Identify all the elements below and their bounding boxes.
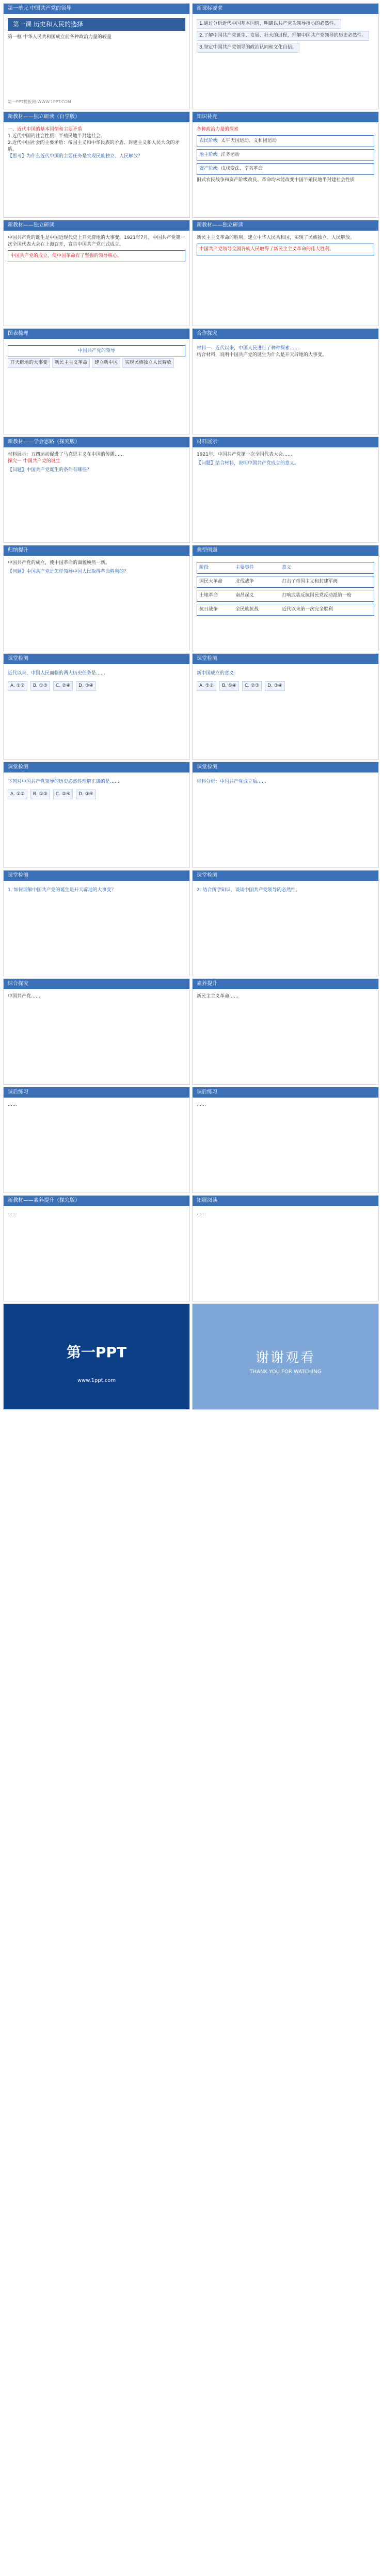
slide[interactable] [193, 979, 378, 1084]
cell: 资产阶级 [199, 166, 218, 171]
slide-header: 合作探究 [193, 329, 378, 339]
question-text: 新中国成立的意义： [197, 671, 239, 676]
slide[interactable] [193, 112, 378, 217]
cell: 土地革命 [199, 593, 218, 598]
slide-header: 知识补充 [193, 112, 378, 122]
slide-body [4, 447, 189, 478]
objective-item: 3.坚定中国共产党领导的政治认同和文化自信。 [197, 43, 299, 53]
slide[interactable] [4, 220, 189, 326]
slide-body [4, 1206, 189, 1221]
question-text: 材料分析：中国共产党成立后…… [197, 779, 267, 784]
objective-item: 2.了解中国共产党诞生、发展、壮大的过程，理解中国共产党领导的历史必然性。 [197, 31, 369, 41]
slide[interactable] [193, 437, 378, 542]
slide-body [4, 339, 189, 373]
slide-header: 新教材——独立研读 [4, 220, 189, 231]
option-item[interactable]: B. ①③ [30, 681, 50, 691]
slide-body [193, 14, 378, 58]
slide-text: …… [197, 1102, 206, 1107]
question-text: 2. 结合所学知识，谈谈中国共产党领导的必然性。 [197, 888, 300, 893]
table-row [197, 163, 374, 175]
slide[interactable] [4, 979, 189, 1084]
task-text: 结合材料，说明中国共产党的诞生为什么是开天辟地的大事变。 [197, 352, 327, 358]
table-row [197, 135, 374, 147]
slide-footer: 第一PPT模板网-WWW.1PPT.COM [8, 100, 71, 104]
table-row [197, 576, 374, 588]
question-text: 【问题】中国共产党是怎样领导中国人民取得革命胜利的？ [8, 569, 129, 574]
options [8, 680, 185, 692]
slide-text: 中国共产党的成立，使中国革命的面貌焕然一新。 [8, 560, 110, 566]
slide-body [193, 231, 378, 260]
slide-body [193, 556, 378, 620]
slide-body [4, 1304, 189, 1312]
slide-body [4, 1098, 189, 1113]
option-item[interactable]: B. ①③ [30, 790, 50, 799]
cell: 农民阶级 [199, 138, 218, 143]
cell: 阶段 [199, 565, 209, 570]
slide-body [4, 881, 189, 898]
slide-center-sub: www.1ppt.com [77, 1377, 116, 1383]
slide-body [193, 122, 378, 188]
slide[interactable] [4, 871, 189, 976]
slide[interactable] [193, 762, 378, 867]
slide-header: 典型例题 [193, 545, 378, 556]
option-item[interactable]: C. ②④ [53, 790, 73, 799]
cell: 近代以来第一次完全胜利 [282, 607, 333, 612]
slide[interactable] [4, 4, 189, 109]
cell: 洋务运动 [221, 152, 240, 157]
slide[interactable] [193, 329, 378, 434]
highlight-text: 中国共产党的成立，使中国革命有了坚强的领导核心。 [8, 250, 185, 262]
slide-center-title: 谢谢观看 [255, 1350, 316, 1366]
slide[interactable] [4, 545, 189, 651]
section-title: 一、近代中国的基本国情和主要矛盾 [8, 127, 83, 132]
slide[interactable] [193, 1196, 378, 1301]
cell: 国民大革命 [199, 579, 223, 584]
slide[interactable] [4, 1196, 189, 1301]
slide-body [193, 339, 378, 363]
slide-body [4, 14, 189, 45]
slide-text: 新民主主义革命…… [197, 994, 239, 999]
question-text: 【问题】中国共产党诞生的条件有哪些？ [8, 468, 92, 473]
slide-body [193, 664, 378, 696]
option-item[interactable]: D. ③④ [265, 681, 285, 691]
options [8, 788, 185, 800]
highlight-text: 中国共产党领导全国各族人民取得了新民主主义革命的伟大胜利。 [197, 244, 374, 255]
cell: 戊戌变法、辛亥革命 [221, 166, 263, 171]
slide-header: 课堂检测 [193, 654, 378, 664]
slide-center-sub: THANK YOU FOR WATCHING [249, 1369, 322, 1375]
slide-header: 课堂检测 [193, 871, 378, 881]
mindmap-branch: 新民主主义革命 [52, 358, 90, 368]
cell: 地主阶级 [199, 152, 218, 157]
option-item[interactable]: C. ②④ [53, 681, 73, 691]
caption: 旧式农民战争和资产阶级改良、革命均未能改变中国半殖民地半封建社会性质 [197, 178, 355, 183]
option-item[interactable]: C. ②③ [242, 681, 262, 691]
question-text: 【问题】结合材料，说明中国共产党成立的意义。 [197, 461, 299, 466]
slide-body [4, 231, 189, 266]
slide-body [193, 447, 378, 471]
slide[interactable] [4, 654, 189, 759]
question-text: 材料一：近代以来，中国人民进行了种种探索…… [197, 346, 299, 351]
slide-text: …… [8, 1102, 17, 1107]
slide-header: 课堂检测 [193, 762, 378, 772]
slide[interactable] [193, 654, 378, 759]
slide-header: 课堂检测 [4, 654, 189, 664]
slide[interactable] [4, 112, 189, 217]
mindmap-center: 中国共产党的领导 [8, 345, 185, 357]
slide[interactable] [4, 437, 189, 542]
slide-body [193, 881, 378, 898]
slide-text: …… [8, 1211, 17, 1216]
option-item[interactable]: A. ①② [197, 681, 216, 691]
table-title: 各种政治力量的探索 [197, 127, 239, 132]
slide-header: 拓展阅读 [193, 1196, 378, 1206]
table-row [197, 149, 374, 161]
slide-title: 第一课 历史和人民的选择 [8, 18, 185, 31]
slide[interactable] [4, 329, 189, 434]
objective-item: 1.通过分析近代中国基本国情，明确以共产党为领导核心的必然性。 [197, 19, 341, 29]
cell: 抗日战争 [199, 607, 218, 612]
slide-body [4, 772, 189, 804]
slide[interactable] [4, 762, 189, 867]
slide-body [193, 1304, 378, 1312]
option-item[interactable]: A. ①② [8, 681, 27, 691]
cell: 南昌起义 [235, 593, 254, 598]
slide[interactable] [193, 871, 378, 976]
slide[interactable] [193, 1087, 378, 1193]
slide-text: …… [197, 1211, 206, 1216]
slide[interactable] [193, 220, 378, 326]
slide-header: 图表梳理 [4, 329, 189, 339]
slide[interactable] [193, 4, 378, 109]
slide-text: 1921年，中国共产党第一次全国代表大会…… [197, 452, 292, 457]
slide-header: 新课标要求 [193, 4, 378, 14]
options [197, 680, 374, 692]
slide[interactable] [193, 1304, 378, 1409]
slide-header: 新教材——学会思路（探究版） [4, 437, 189, 447]
slide[interactable] [4, 1087, 189, 1193]
slide-subtitle: 第一框 中华人民共和国成立前各种政治力量的较量 [8, 35, 112, 40]
slide-header: 第一单元 中国共产党的领导 [4, 4, 189, 14]
slide-text: 中国共产党…… [8, 994, 41, 999]
cell: 北伐战争 [235, 579, 254, 584]
option-item[interactable]: D. ③④ [76, 790, 96, 799]
topic-title: 探究一 中国共产党的诞生 [8, 459, 60, 464]
slide[interactable] [193, 545, 378, 651]
question-text: 1. 如何理解中国共产党的诞生是开天辟地的大事变？ [8, 888, 116, 893]
bullet-item: 2.近代中国社会的主要矛盾：帝国主义和中华民族的矛盾、封建主义和人民大众的矛盾。 [8, 140, 180, 152]
question-text: 近代以来，中国人民面临的两大历史任务是…… [8, 671, 106, 676]
question-text: 下列对中国共产党领导的历史必然性理解正确的是…… [8, 779, 120, 784]
slide-body [4, 122, 189, 164]
option-item[interactable]: A. ①② [8, 790, 27, 799]
mindmap-branch: 实现民族独立人民解放 [122, 358, 174, 368]
slide-header: 素养提升 [193, 979, 378, 989]
slide-body [4, 989, 189, 1004]
slide-header: 课堂检测 [4, 762, 189, 772]
slide-body [4, 556, 189, 579]
slide-header: 新教材——独立研读（自学版） [4, 112, 189, 122]
slide-header: 新教材——独立研读 [193, 220, 378, 231]
cell: 主要事件 [235, 565, 254, 570]
slide-text: 材料展示：五四运动促进了马克思主义在中国的传播…… [8, 452, 124, 457]
option-item[interactable]: D. ③④ [76, 681, 96, 691]
slide-text: 新民主主义革命的胜利，建立中华人民共和国，实现了民族独立、人民解放。 [197, 235, 355, 240]
mindmap-branch: 建立新中国 [92, 358, 120, 368]
cell: 意义 [282, 565, 292, 570]
slide-header: 课后练习 [193, 1087, 378, 1098]
table-row [197, 562, 374, 574]
slide-body [193, 1206, 378, 1221]
slide-header: 课后练习 [4, 1087, 189, 1098]
slide-header: 归纳提升 [4, 545, 189, 556]
option-item[interactable]: B. ①④ [219, 681, 239, 691]
slide-text: 中国共产党的诞生是中国近现代史上开天辟地的大事变。1921年7月，中国共产党第一次全国代表大会在上海召开，宣告中国共产党正式成立。 [8, 235, 185, 247]
slide-body [193, 1098, 378, 1113]
slide-header: 综合探究 [4, 979, 189, 989]
slide-center-title: 第一PPT [66, 1343, 127, 1361]
slide[interactable] [4, 1304, 189, 1409]
bullet-item: 1.近代中国的社会性质：半殖民地半封建社会。 [8, 134, 105, 139]
slide-body [193, 772, 378, 790]
table-row [197, 604, 374, 616]
slide-header: 新教材——素养提升（探究版） [4, 1196, 189, 1206]
mindmap-branch: 开天辟地的大事变 [8, 358, 50, 368]
cell: 全民族抗战 [235, 607, 259, 612]
note-text: 【思考】为什么近代中国的主要任务是实现民族独立、人民解放？ [8, 154, 143, 159]
cell: 打击了帝国主义和封建军阀 [282, 579, 338, 584]
cell: 打响武装反抗国民党反动派第一枪 [282, 593, 352, 598]
slide-header: 材料展示 [193, 437, 378, 447]
slide-header: 课堂检测 [4, 871, 189, 881]
table-row [197, 590, 374, 602]
slide-body [4, 664, 189, 696]
slide-body [193, 989, 378, 1004]
cell: 太平天国运动、义和团运动 [221, 138, 277, 143]
